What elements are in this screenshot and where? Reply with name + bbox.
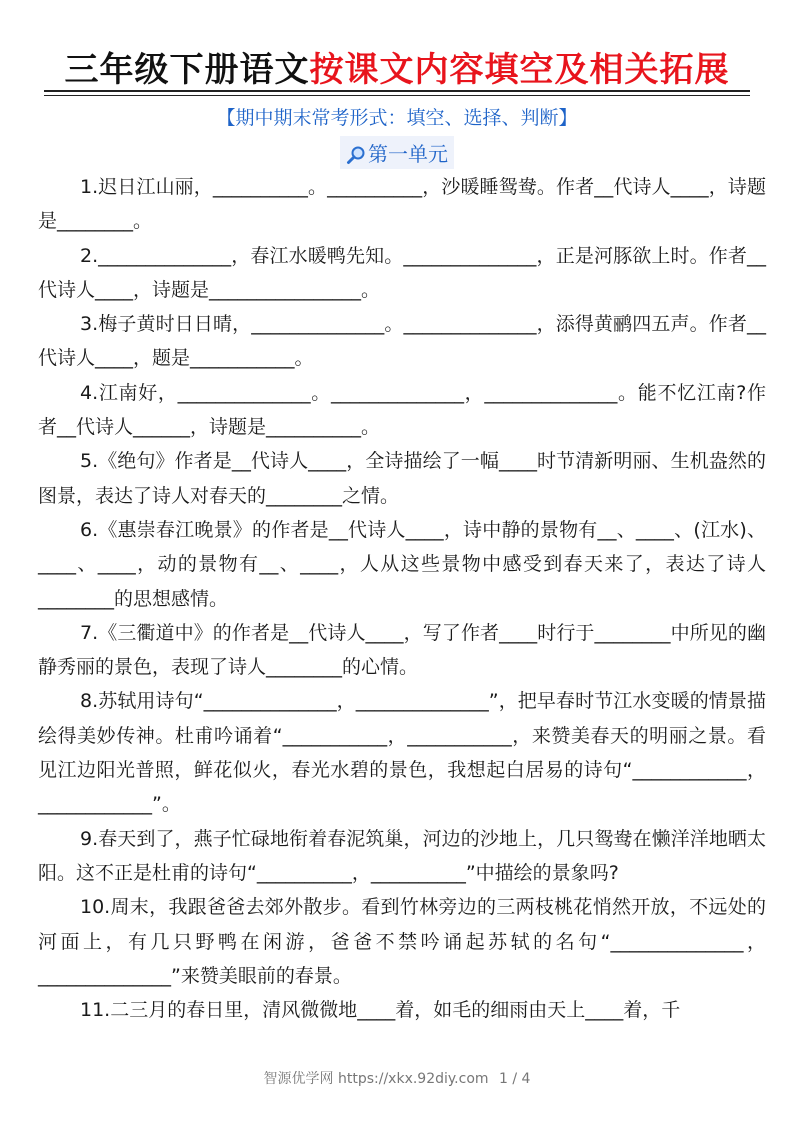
question-4: 4.江南好，______________。______________，______________。能不忆江南?作者__代诗人______，诗题是__________。: [38, 381, 766, 439]
page-number: 1 / 4: [499, 1071, 531, 1087]
question-7: 7.《三衢道中》的作者是__代诗人____，写了作者____时行于________中所见的幽静秀丽的景色，表现了诗人________的心情。: [38, 621, 766, 679]
magnifier-icon: [346, 145, 366, 165]
unit-heading-box: [340, 136, 454, 169]
title-rule-bottom: [44, 95, 750, 96]
page-footer: [0, 1068, 794, 1088]
page-title: [0, 42, 794, 91]
question-10: 10.周末，我跟爸爸去郊外散步。看到竹林旁边的三两枝桃花悄然开放，不远处的河面上，有几只野鸭在闲游，爸爸不禁吟诵起苏轼的名句“______________，______________”来赞美眼前的春景。: [38, 896, 766, 987]
page-title-grade: 三年级下册语文: [64, 50, 310, 90]
question-6: 6.《惠崇春江晚景》的作者是__代诗人____，诗中静的景物有__、____、(江水)、____、____，动的景物有__、____，人从这些景物中感受到春天来了，表达了诗人________的思想感情。: [38, 518, 766, 610]
question-8: 8.苏轼用诗句“______________，______________”，把早春时节江水变暖的情景描绘得美妙传神。杜甫吟诵着“___________，___________，来赞美春天的明丽之景。看见江边阳光普照，鲜花似火，春光水碧的景色，我想起白居易的诗句“____________，____________”。: [38, 690, 766, 816]
page-title-topic: 按课文内容填空及相关拓展: [309, 50, 730, 90]
unit-title: 第一单元: [368, 142, 448, 166]
unit-heading: [0, 136, 794, 169]
question-2: 2.______________，春江水暖鸭先知。______________，正是河豚欲上时。作者__代诗人____，诗题是________________。: [38, 244, 766, 301]
title-rule-top: [44, 90, 750, 92]
question-1: 1.迟日江山丽，__________。__________，沙暖睡鸳鸯。作者__代诗人____，诗题是________。: [38, 176, 766, 233]
question-list: [38, 170, 766, 1027]
question-3: 3.梅子黄时日日晴，______________。______________，添得黄鹂四五声。作者__代诗人____，题是___________。: [38, 313, 766, 370]
exam-format-subtitle: 【期中期末常考形式：填空、选择、判断】: [216, 107, 578, 129]
question-11: 11.二三月的春日里，清风微微地____着，如毛的细雨由天上____着，千: [80, 999, 681, 1022]
question-5: 5.《绝句》作者是__代诗人____，全诗描绘了一幅____时节清新明丽、生机盎然的图景，表达了诗人对春天的________之情。: [38, 450, 766, 507]
question-9: 9.春天到了，燕子忙碌地衔着春泥筑巢，河边的沙地上，几只鸳鸯在懒洋洋地晒太阳。这不正是杜甫的诗句“__________，__________”中描绘的景象吗?: [38, 827, 766, 884]
watermark-text: 智源优学网 https://xkx.92diy.com: [263, 1071, 489, 1087]
